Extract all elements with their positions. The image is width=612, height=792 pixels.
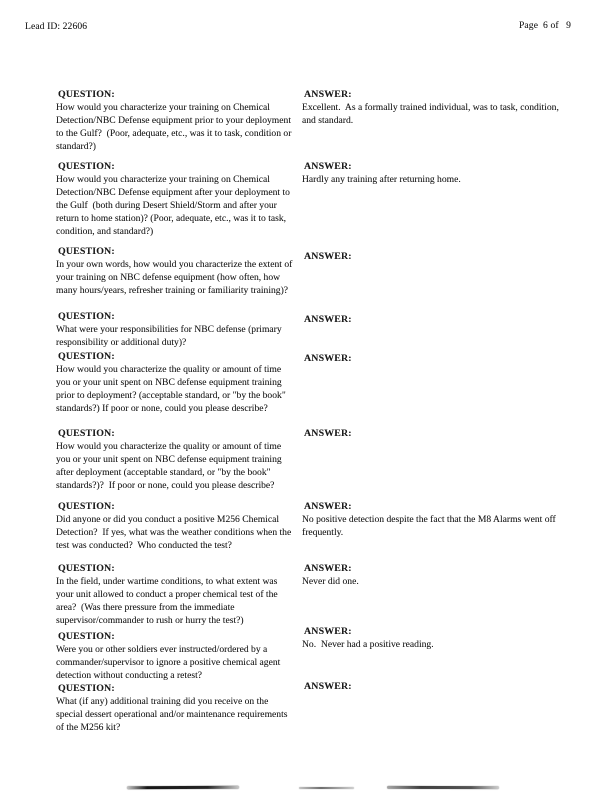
answer-label: ANSWER: [304,353,352,364]
answer-label: ANSWER: [304,681,352,692]
scan-artifact-streak [299,787,354,789]
question-block [56,88,297,153]
question-label: QUESTION: [58,563,115,574]
scan-artifact-streak [127,786,239,790]
question-block [56,427,297,492]
question-label: QUESTION: [58,161,115,172]
answer-block [302,680,574,693]
question-block [56,350,297,415]
question-block [56,310,297,349]
answer-label: ANSWER: [304,501,352,512]
answer-label: ANSWER: [304,563,352,574]
question-block [56,682,297,734]
question-text: In your own words, how would you characterize the extent of your training on NBC defense equipment (how often, how many hours/years, refresher training or familiarity training)? [56,259,295,296]
answer-block [302,625,574,651]
question-text: Did anyone or did you conduct a positive M256 Chemical Detection? If yes, what was the weather conditions when the test was conducted? Who conducted the test? [56,514,294,551]
answer-block [302,500,574,539]
question-block [56,630,297,682]
answer-text: Hardly any training after returning home. [302,174,461,185]
question-label: QUESTION: [58,631,115,642]
answer-label: ANSWER: [304,89,352,100]
answer-text: No. Never had a positive reading. [302,639,434,650]
question-text: How would you characterize your training on Chemical Detection/NBC Defense equipment after your deployment to the Gulf (both during Desert Shield/Storm and after your return to home station)? (Poor, adequate, etc., was it to task, condition, and standard?) [56,174,293,237]
question-text: Were you or other soldiers ever instructed/ordered by a commander/supervisor to ignore a positive chemical agent detection without conducting a retest? [56,644,283,681]
question-label: QUESTION: [58,351,115,362]
answer-block [302,313,574,326]
question-block [56,562,297,627]
lead-id-text: Lead ID: 22606 [25,21,88,32]
answer-block [302,427,574,440]
question-block [56,500,297,552]
answer-text: Excellent. As a formally trained individual, was to task, condition, and standard. [302,102,562,126]
question-text: What (if any) additional training did you receive on the special dessert operational and/or maintenance requirements of the M256 kit? [56,696,290,733]
question-label: QUESTION: [58,501,115,512]
answer-block [302,352,574,365]
question-text: How would you characterize the quality or amount of time you or your unit spent on NBC defense equipment training after deployment (acceptable standard, or "by the book" standards?)? If poor or none, could you please describe? [56,441,285,491]
answer-text: Never did one. [302,576,359,587]
question-block [56,160,297,238]
answer-block [302,160,574,186]
answer-block [302,88,574,127]
answer-block [302,562,574,588]
question-text: In the field, under wartime conditions, to what extent was your unit allowed to conduct a proper chemical test of the area? (Was there pressure from the immediate supervisor/commander to rush or hurry the test?) [56,576,281,626]
question-text: What were your responsibilities for NBC defense (primary responsibility or additional duty)? [56,324,285,348]
answer-label: ANSWER: [304,626,352,637]
answer-text: No positive detection despite the fact that the M8 Alarms went off frequently. [302,514,559,538]
answer-label: ANSWER: [304,428,352,439]
answer-label: ANSWER: [304,161,352,172]
answer-label: ANSWER: [304,251,352,262]
question-text: How would you characterize the quality or amount of time you or your unit spent on NBC defense equipment training prior to deployment? (acceptable standard, or "by the book" standards?) If poor or none, could you please describe? [56,364,289,414]
answer-label: ANSWER: [304,314,352,325]
question-label: QUESTION: [58,428,115,439]
question-label: QUESTION: [58,89,115,100]
question-block [56,245,297,297]
question-label: QUESTION: [58,311,115,322]
scan-artifact-streak [387,786,499,789]
question-text: How would you characterize your training on Chemical Detection/NBC Defense equipment prior to your deployment to the Gulf? (Poor, adequate, etc., was it to task, condition or standard?) [56,102,294,152]
answer-block [302,250,574,263]
question-label: QUESTION: [58,246,115,257]
page-number-text: Page 6 of 9 [519,20,572,31]
question-label: QUESTION: [58,683,115,694]
